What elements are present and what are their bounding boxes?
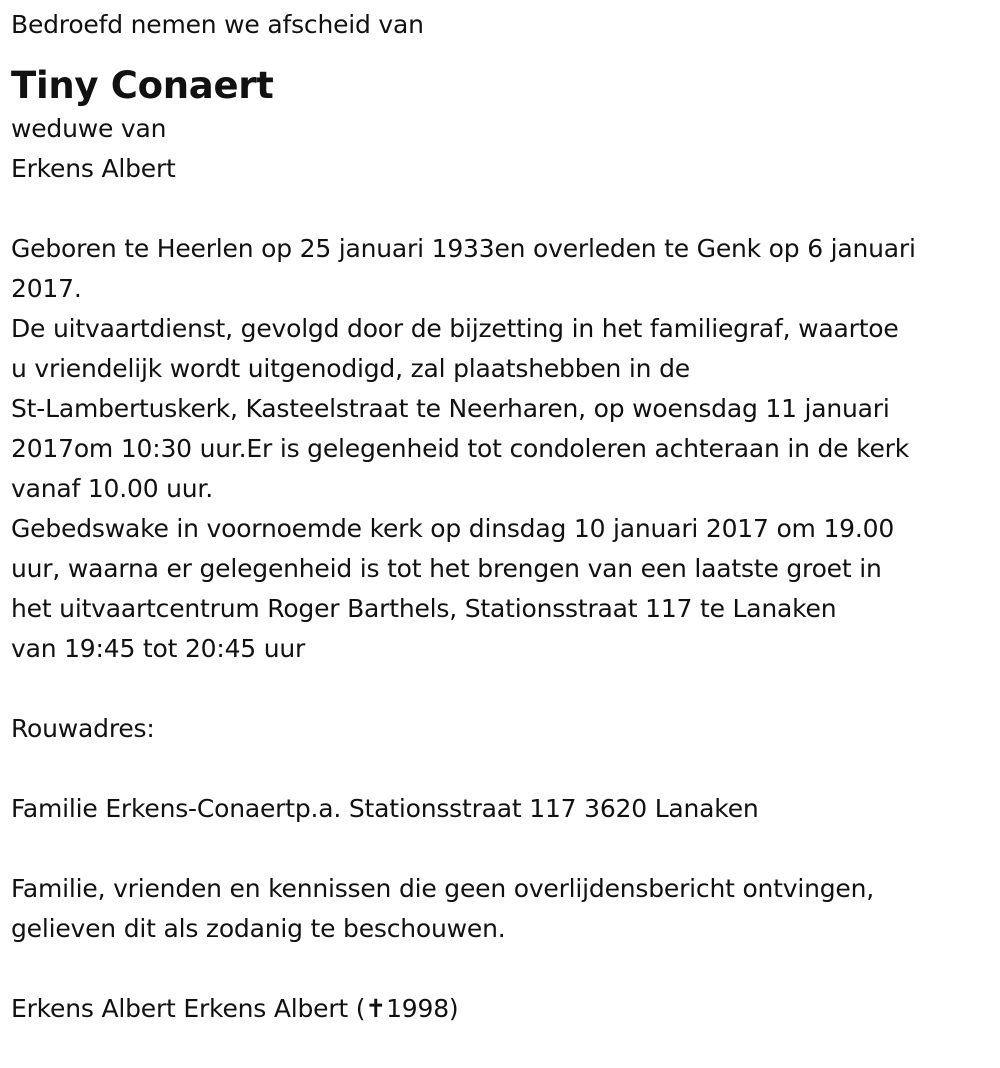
details-line: St-Lambertuskerk, Kasteelstraat te Neerharen, op woensdag 11 januari [11,394,890,423]
details-line: u vriendelijk wordt uitgenodigd, zal plaatshebben in de [11,354,690,383]
spouse-name: Erkens Albert [11,154,176,183]
obituary-notice [11,0,991,1029]
details-line: 2017om 10:30 uur.Er is gelegenheid tot condoleren achteraan in de kerk [11,434,910,463]
intro-text: Bedroefd nemen we afscheid van [11,10,424,39]
deceased-name: Tiny Conaert [11,64,274,107]
footer-line [11,989,991,1029]
footer-prefix: Erkens Albert Erkens Albert ( [11,994,366,1023]
details-block [11,229,991,669]
relation-text: weduwe van [11,114,167,143]
details-line: 2017. [11,274,82,303]
notice-line: gelieven dit als zodanig te beschouwen. [11,914,506,943]
spacer [11,669,991,709]
details-line: van 19:45 tot 20:45 uur [11,634,306,663]
footer-year: 1998) [386,994,459,1023]
details-line: De uitvaartdienst, gevolgd door de bijzetting in het familiegraf, waartoe [11,314,899,343]
details-line: Gebedswake in voornoemde kerk op dinsdag 10 januari 2017 om 19.00 [11,514,895,543]
details-line: het uitvaartcentrum Roger Barthels, Stationsstraat 117 te Lanaken [11,594,837,623]
details-line: Geboren te Heerlen op 25 januari 1933en overleden te Genk op 6 januari [11,234,916,263]
details-line: vanaf 10.00 uur. [11,474,213,503]
cross-icon: ✝ [365,994,387,1023]
notice-block [11,869,991,949]
spacer [11,749,991,789]
mourning-address-label: Rouwadres: [11,714,155,743]
notice-line: Familie, vrienden en kennissen die geen overlijdensbericht ontvingen, [11,874,875,903]
spacer [11,189,991,229]
spacer [11,829,991,869]
mourning-address: Familie Erkens-Conaertp.a. Stationsstraat 117 3620 Lanaken [11,794,759,823]
spacer [11,949,991,989]
details-line: uur, waarna er gelegenheid is tot het brengen van een laatste groet in [11,554,882,583]
